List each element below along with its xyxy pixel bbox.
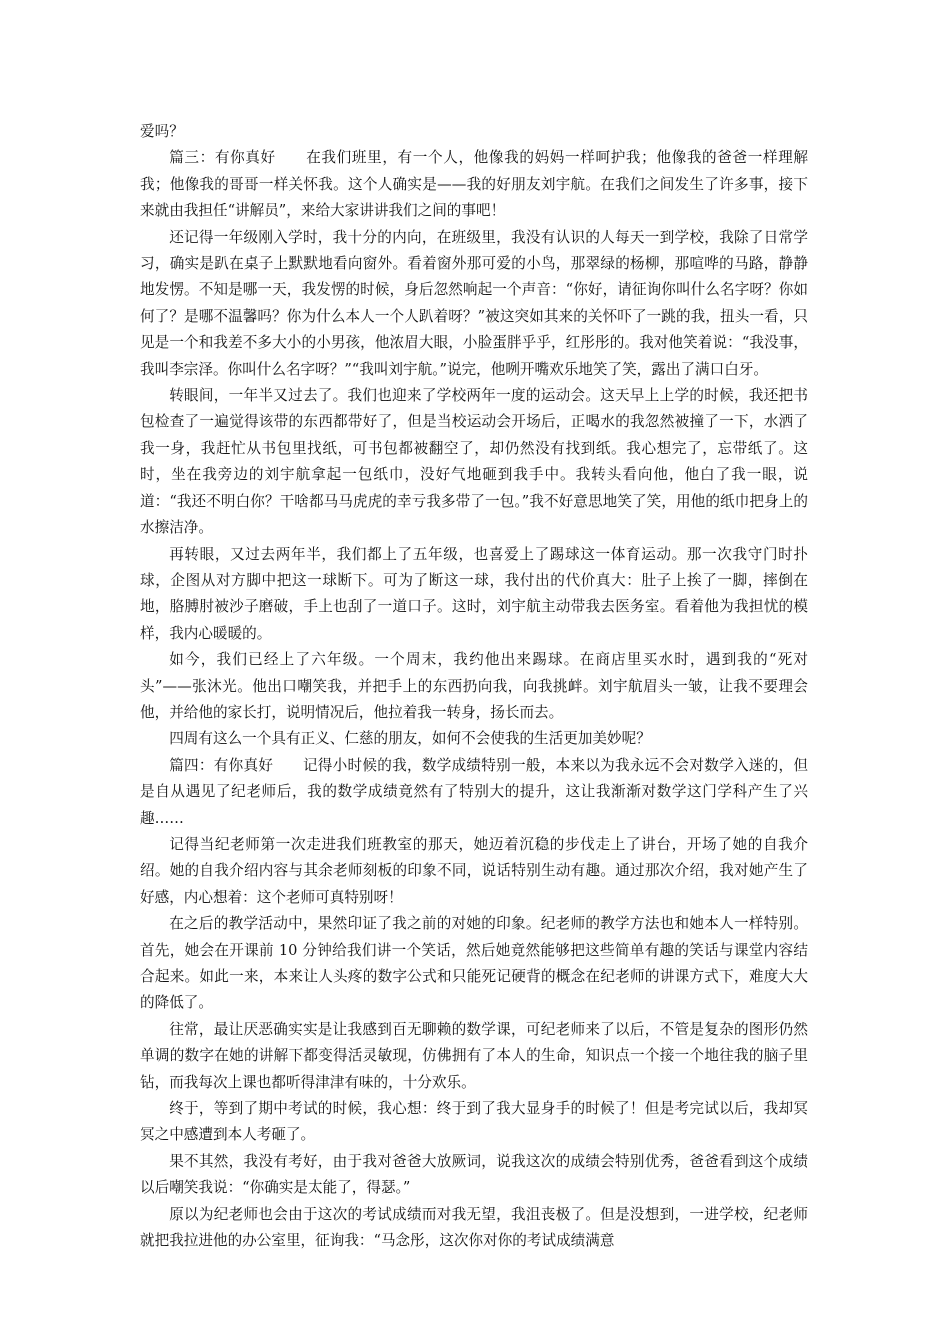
paragraph: 篇四：有你真好 记得小时候的我，数学成绩特别一般，本来以为我永远不会对数学入迷的，但是自从遇见了纪老师后，我的数学成绩竟然有了特别大的提升，这让我渐渐对数学这门学科产生了兴趣…… <box>140 756 808 827</box>
paragraph: 四周有这么一个具有正义、仁慈的朋友，如何不会使我的生活更加美妙呢？ <box>169 730 651 748</box>
paragraph: 转眼间，一年半又过去了。我们也迎来了学校两年一度的运动会。这天早上上学的时候，我还把书包检查了一遍觉得该带的东西都带好了，但是当校运动会开场后，正喝水的我忽然被撞了一下，水洒了我一身，我赶忙从书包里找纸，可书包都被翻空了，却仍然没有找到纸。我心想完了，忘带纸了。这时，坐在我旁边的刘宇航拿起一包纸巾，没好气地砸到我手中。我转头看向他，他白了我一眼，说道：“我还不明白你？干啥都马马虎虎的幸亏我多带了一包。”我不好意思地笑了笑，用他的纸巾把身上的水擦洁净。 <box>140 387 808 537</box>
document-body <box>140 119 808 1254</box>
paragraph: 爱吗？ <box>140 123 184 140</box>
paragraph: 记得当纪老师第一次走进我们班教室的那天，她迈着沉稳的步伐走上了讲台，开场了她的自我介绍。她的自我介绍内容与其余老师刻板的印象不同，说话特别生动有趣。通过那次介绍，我对她产生了好感，内心想着：这个老师可真特别呀！ <box>140 835 808 906</box>
paragraph: 往常，最让厌恶确实实是让我感到百无聊赖的数学课，可纪老师来了以后，不管是复杂的图形仍然单调的数字在她的讲解下都变得活灵敏现，仿佛拥有了本人的生命，知识点一个接一个地往我的脑子里钻，而我每次上课也都听得津津有味的，十分欢乐。 <box>140 1020 808 1091</box>
paragraph: 果不其然，我没有考好，由于我对爸爸大放厥词，说我这次的成绩会特别优秀，爸爸看到这个成绩以后嘲笑我说：“你确实是太能了，得瑟。” <box>140 1152 808 1197</box>
paragraph: 还记得一年级刚入学时，我十分的内向，在班级里，我没有认识的人每天一到学校，我除了日常学习，确实是趴在桌子上默默地看向窗外。看着窗外那可爱的小鸟，那翠绿的杨柳，那喧哗的马路，静静地发愣。不知是哪一天，我发愣的时候，身后忽然响起一个声音：“你好，请征询你叫什么名字呀？你如何了？是哪不温馨吗？你为什么本人一个人趴着呀？”被这突如其来的关怀吓了一跳的我，扭头一看，只见是一个和我差不多大小的小男孩，他浓眉大眼，小脸蛋胖乎乎，红彤彤的。我对他笑着说：“我没事，我叫李宗泽。你叫什么名字呀？”“我叫刘宇航。”说完，他咧开嘴欢乐地笑了笑，露出了满口白牙。 <box>140 228 808 378</box>
paragraph: 篇三：有你真好 在我们班里，有一个人，他像我的妈妈一样呵护我；他像我的爸爸一样理解我；他像我的哥哥一样关怀我。这个人确实是——我的好朋友刘宇航。在我们之间发生了许多事，接下来就由我担任“讲解员”，来给大家讲讲我们之间的事吧！ <box>140 149 808 220</box>
paragraph: 在之后的教学活动中，果然印证了我之前的对她的印象。纪老师的教学方法也和她本人一样特别。首先，她会在开课前 10 分钟给我们讲一个笑话，然后她竟然能够把这些简单有趣的笑话与课堂内容结合起来。如此一来，本来让人头疼的数字公式和只能死记硬背的概念在纪老师的讲课方式下，难度大大的降低了。 <box>140 915 808 1012</box>
paragraph: 如今，我们已经上了六年级。一个周末，我约他出来踢球。在商店里买水时，遇到我的“死对头”——张沐光。他出口嘲笑我，并把手上的东西扔向我，向我挑衅。刘宇航眉头一皱，让我不要理会他，并给他的家长打，说明情况后，他拉着我一转身，扬长而去。 <box>140 651 808 721</box>
paragraph: 原以为纪老师也会由于这次的考试成绩而对我无望，我沮丧极了。但是没想到，一进学校，纪老师就把我拉进他的办公室里，征询我：“马念彤，这次你对你的考试成绩满意 <box>140 1205 808 1250</box>
paragraph: 终于，等到了期中考试的时候，我心想：终于到了我大显身手的时候了！但是考完试以后，我却冥冥之中感遭到本人考砸了。 <box>140 1100 808 1144</box>
paragraph: 再转眼，又过去两年半，我们都上了五年级，也喜爱上了踢球这一体育运动。那一次我守门时扑球，企图从对方脚中把这一球断下。可为了断这一球，我付出的代价真大：肚子上挨了一脚，摔倒在地，胳膊肘被沙子磨破，手上也刮了一道口子。这时，刘宇航主动带我去医务室。看着他为我担忧的模样，我内心暖暖的。 <box>140 545 808 642</box>
